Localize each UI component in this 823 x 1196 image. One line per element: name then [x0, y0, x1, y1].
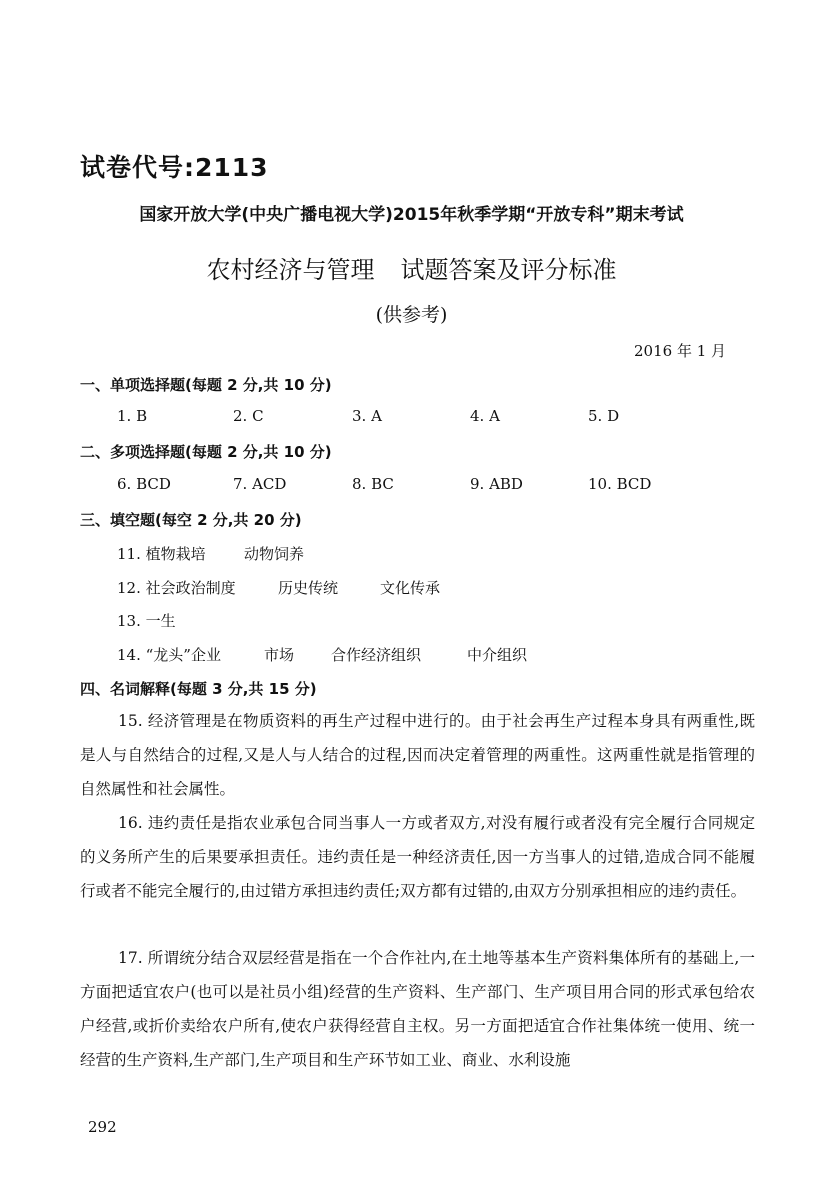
answer-item: 10. BCD — [588, 475, 652, 493]
fill-answer: 中介组织 — [467, 646, 528, 664]
subject-suffix: 试题答案及评分标准 — [400, 256, 617, 284]
term-answer-16 — [80, 806, 755, 908]
fill-answer: 11. 植物栽培 — [117, 545, 206, 563]
exam-title: 国家开放大学(中央广播电视大学)2015年秋季学期“开放专科”期末考试 — [139, 205, 684, 225]
term-answer-15 — [80, 704, 755, 806]
fill-answer: 合作经济组织 — [331, 646, 422, 664]
fill-answer: 历史传统 — [278, 579, 339, 597]
section-heading-multiple-choice: 二、多项选择题(每题 2 分,共 10 分) — [80, 443, 332, 461]
answer-item: 6. BCD — [117, 475, 171, 493]
answer-item: 4. A — [470, 407, 500, 425]
fill-answer: 市场 — [264, 646, 295, 664]
subject-name: 农村经济与管理 — [206, 256, 375, 284]
reference-note: (供参考) — [375, 304, 448, 326]
exam-code: 试卷代号:2113 — [80, 153, 269, 182]
section-heading-single-choice: 一、单项选择题(每题 2 分,共 10 分) — [80, 376, 332, 394]
section-heading-terms: 四、名词解释(每题 3 分,共 15 分) — [80, 680, 317, 698]
subject-title — [0, 250, 823, 285]
answer-item: 2. C — [233, 407, 264, 425]
exam-date: 2016 年 1 月 — [634, 342, 727, 360]
answer-item: 9. ABD — [470, 475, 523, 493]
page-number: 292 — [88, 1118, 117, 1136]
paragraph: 17. 所谓统分结合双层经营是指在一个合作社内,在土地等基本生产资料集体所有的基础上,一方面把适宜农户(也可以是社员小组)经营的生产资料、生产部门、生产项目用合同的形式承包给农户经营,或折价卖给农户所有,使农户获得经营自主权。另一方面把适宜合作社集体统一使用、统一经营的生产资料,生产部门,生产项目和生产环节如工业、商业、水利设施 — [80, 949, 755, 1069]
section-heading-fill-blank: 三、填空题(每空 2 分,共 20 分) — [80, 511, 302, 529]
term-answer-17 — [80, 941, 755, 1077]
fill-answer: 动物饲养 — [244, 545, 305, 563]
fill-answer: 14. “龙头”企业 — [117, 646, 221, 664]
answer-item: 8. BC — [352, 475, 394, 493]
answer-item: 5. D — [588, 407, 620, 425]
paragraph: 16. 违约责任是指农业承包合同当事人一方或者双方,对没有履行或者没有完全履行合同规定的义务所产生的后果要承担责任。违约责任是一种经济责任,因一方当事人的过错,造成合同不能履行或者不能完全履行的,由过错方承担违约责任;双方都有过错的,由双方分别承担相应的违约责任。 — [80, 814, 755, 900]
answer-item: 1. B — [117, 407, 148, 425]
fill-answer: 文化传承 — [380, 579, 441, 597]
answer-item: 7. ACD — [233, 475, 287, 493]
paragraph: 15. 经济管理是在物质资料的再生产过程中进行的。由于社会再生产过程本身具有两重性,既是人与自然结合的过程,又是人与人结合的过程,因而决定着管理的两重性。这两重性就是指管理的自然属性和社会属性。 — [80, 712, 755, 798]
answer-item: 3. A — [352, 407, 382, 425]
fill-answer: 12. 社会政治制度 — [117, 579, 236, 597]
fill-answer: 13. 一生 — [117, 612, 176, 630]
